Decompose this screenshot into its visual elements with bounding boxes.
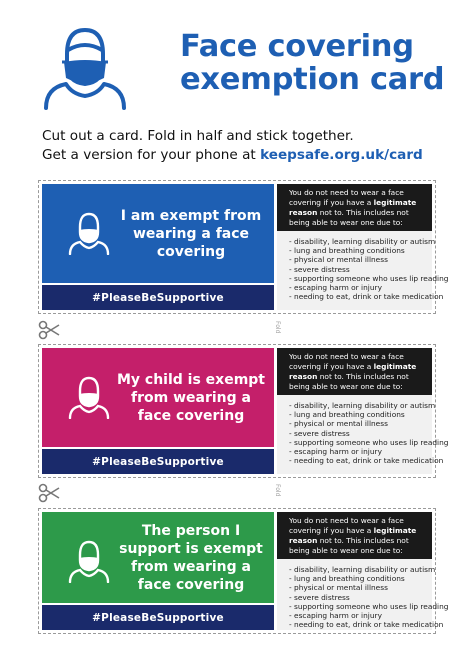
intro-text: You do not need to wear a face covering if you have a [289, 352, 404, 371]
card-info [277, 348, 449, 474]
card-info [277, 512, 449, 630]
list-item: - severe distress [289, 592, 350, 602]
reasons-list [277, 231, 449, 310]
instructions [42, 127, 462, 165]
list-item: - severe distress [289, 264, 350, 274]
scissors-icon [38, 482, 60, 504]
list-item: - supporting someone who uses lip reading [289, 273, 449, 283]
list-item: - escaping harm or injury [289, 283, 382, 293]
hashtag-banner: #PleaseBeSupportive [42, 285, 274, 310]
cut-line [38, 480, 436, 508]
intro-bold: legitimate reason [289, 362, 417, 381]
reasons-list [277, 395, 449, 474]
info-intro [277, 348, 432, 395]
list-item: - disability, learning disability or autism [289, 237, 436, 246]
masked-face-icon [67, 539, 111, 583]
list-item: - lung and breathing conditions [289, 574, 405, 584]
list-item: - supporting someone who uses lip reading [289, 437, 449, 447]
list-item: - supporting someone who uses lip reading [289, 601, 449, 611]
list-item: - needing to eat, drink or take medication [289, 620, 444, 630]
intro-bold: legitimate reason [289, 526, 417, 545]
list-item: - escaping harm or injury [289, 611, 382, 621]
instruction-line-2 [42, 146, 462, 165]
card-statement-panel [42, 184, 274, 283]
hashtag-banner: #PleaseBeSupportive [42, 605, 274, 630]
keepsafe-link[interactable]: keepsafe.org.uk/card [260, 147, 423, 163]
list-item: - physical or mental illness [289, 255, 388, 265]
list-item: - escaping harm or injury [289, 447, 382, 457]
info-intro [277, 184, 432, 231]
intro-text: You do not need to wear a face covering if you have a [289, 516, 404, 535]
masked-face-icon [67, 211, 111, 255]
card-info [277, 184, 449, 310]
card-statement-panel [42, 348, 274, 447]
list-item: - lung and breathing conditions [289, 410, 405, 420]
info-intro [277, 512, 432, 559]
title-line-2: exemption card [180, 62, 445, 97]
list-item: - needing to eat, drink or take medication [289, 456, 444, 466]
cut-line [38, 317, 436, 345]
list-item: - severe distress [289, 428, 350, 438]
exemption-card-self [38, 180, 449, 314]
card-statement: The person I support is exempt from wearing a face covering [119, 522, 263, 593]
person-with-mask-icon [40, 24, 130, 110]
title-line-1: Face covering [180, 29, 414, 64]
instruction-prefix: Get a version for your phone at [42, 147, 261, 163]
reasons-list [277, 559, 449, 630]
hashtag-banner: #PleaseBeSupportive [42, 449, 274, 474]
intro-text-end: not to. This includes not being able to wear one due to: [289, 372, 409, 391]
instruction-line-1: Cut out a card. Fold in half and stick together. [42, 128, 354, 144]
intro-bold: legitimate reason [289, 198, 417, 217]
card-statement: My child is exempt from wearing a face covering [116, 371, 266, 424]
card-statement-panel [42, 512, 274, 603]
exemption-card-child [38, 344, 449, 478]
list-item: - disability, learning disability or autism [289, 401, 436, 410]
intro-text-end: not to. This includes not being able to wear one due to: [289, 536, 409, 555]
list-item: - physical or mental illness [289, 419, 388, 429]
intro-text-end: not to. This includes not being able to wear one due to: [289, 208, 409, 227]
exemption-card-supported-person [38, 508, 449, 634]
masked-face-icon [67, 375, 111, 419]
list-item: - needing to eat, drink or take medication [289, 292, 444, 302]
fold-label: Fold [274, 484, 281, 497]
card-statement: I am exempt from wearing a face covering [120, 207, 262, 260]
fold-label: Fold [274, 321, 281, 334]
page-title [180, 30, 465, 96]
list-item: - disability, learning disability or autism [289, 565, 436, 574]
list-item: - physical or mental illness [289, 583, 388, 593]
scissors-icon [38, 319, 60, 341]
list-item: - lung and breathing conditions [289, 246, 405, 256]
intro-text: You do not need to wear a face covering if you have a [289, 188, 404, 207]
